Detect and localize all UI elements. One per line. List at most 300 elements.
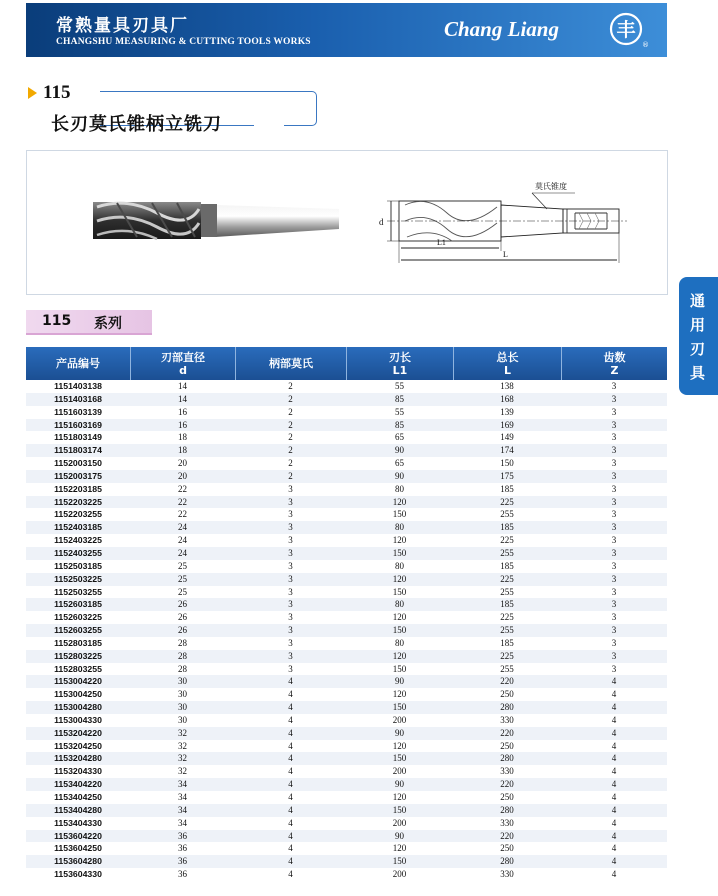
table-cell: 4: [288, 792, 293, 802]
table-cell: 330: [500, 817, 514, 828]
table-cell: 2: [288, 458, 293, 469]
table-cell: 55: [395, 381, 404, 391]
table-cell: 1153204330: [54, 766, 102, 777]
table-cell: 25: [178, 560, 187, 571]
table-cell: 3: [288, 599, 293, 610]
table-cell: 4: [288, 869, 293, 880]
table-cell: 2: [288, 393, 293, 404]
table-cell: 3: [611, 483, 617, 494]
table-cell: 250: [500, 792, 514, 802]
table-row: [26, 431, 667, 444]
table-cell: 3: [611, 470, 617, 481]
table-body: [26, 380, 667, 881]
header-overall-length: 总长 L: [453, 347, 561, 380]
table-cell: 14: [178, 393, 187, 404]
table-cell: 4: [611, 817, 617, 828]
table-cell: 1152403225: [54, 535, 102, 546]
table-cell: 3: [611, 612, 617, 623]
table-cell: 36: [178, 869, 187, 880]
table-row: [26, 470, 667, 483]
table-cell: 220: [500, 676, 514, 687]
table-cell: 3: [611, 573, 617, 584]
table-cell: 1153404250: [54, 792, 102, 802]
table-cell: 225: [500, 612, 514, 623]
table-cell: 250: [500, 740, 514, 751]
table-cell: 32: [178, 740, 187, 751]
table-cell: 1151803174: [54, 445, 102, 456]
table-row: [26, 817, 667, 830]
table-cell: 26: [178, 625, 187, 636]
table-cell: 4: [288, 714, 293, 725]
table-cell: 3: [288, 483, 293, 494]
table-cell: 1152603225: [54, 612, 102, 623]
table-cell: 175: [500, 470, 514, 481]
table-cell: 2: [288, 406, 293, 417]
table-cell: 4: [611, 830, 617, 841]
table-cell: 1152503255: [54, 586, 102, 597]
table-cell: 34: [178, 779, 187, 790]
table-cell: 90: [395, 830, 404, 841]
table-cell: 150: [392, 753, 407, 764]
series-label: 系列: [94, 316, 122, 332]
table-cell: 1151403138: [54, 381, 102, 391]
table-cell: 22: [178, 509, 187, 520]
table-cell: 30: [178, 689, 187, 700]
table-row: [26, 663, 667, 676]
table-cell: 34: [178, 817, 187, 828]
table-cell: 3: [288, 573, 293, 584]
dim-d-label: d: [379, 217, 384, 227]
header-flute-length: 刃长 L1: [346, 347, 453, 380]
table-cell: 30: [178, 676, 187, 687]
table-cell: 149: [500, 432, 514, 443]
table-cell: 36: [178, 856, 187, 867]
table-cell: 3: [611, 625, 617, 636]
table-cell: 1151603139: [54, 406, 102, 417]
table-cell: 4: [288, 676, 293, 687]
company-name-en: CHANGSHU MEASURING & CUTTING TOOLS WORKS: [56, 37, 311, 47]
table-cell: 174: [500, 445, 514, 456]
table-cell: 185: [500, 483, 514, 494]
table-cell: 4: [611, 676, 617, 687]
table-cell: 4: [288, 830, 293, 841]
table-cell: 255: [500, 547, 514, 558]
table-cell: 34: [178, 792, 187, 802]
table-cell: 138: [500, 381, 514, 391]
table-row: [26, 547, 667, 560]
table-cell: 36: [178, 843, 187, 854]
table-cell: 200: [392, 817, 407, 828]
table-cell: 250: [500, 843, 514, 854]
table-cell: 90: [395, 445, 404, 456]
table-cell: 3: [611, 547, 617, 558]
table-cell: 250: [500, 689, 514, 700]
table-cell: 30: [178, 702, 187, 713]
dim-l-label: L: [503, 250, 508, 259]
table-cell: 185: [500, 560, 514, 571]
table-cell: 3: [288, 496, 293, 507]
table-cell: 1152003150: [54, 458, 102, 469]
table-cell: 3: [611, 496, 617, 507]
table-row: [26, 624, 667, 637]
table-cell: 120: [392, 740, 407, 751]
table-row: [26, 740, 667, 753]
company-name-cn: 常熟量具刃具厂: [56, 16, 189, 36]
table-cell: 65: [395, 432, 404, 443]
table-cell: 4: [288, 817, 293, 828]
table-cell: 1153604330: [54, 869, 102, 880]
table-cell: 150: [392, 856, 407, 867]
product-number: 115: [43, 82, 71, 103]
table-cell: 90: [395, 779, 404, 790]
series-tag: [26, 310, 152, 335]
table-cell: 24: [178, 547, 187, 558]
table-cell: 280: [500, 856, 514, 867]
table-cell: 1152403185: [54, 522, 102, 533]
table-cell: 55: [395, 406, 404, 417]
side-tab-char: 用: [690, 316, 706, 334]
table-cell: 3: [288, 535, 293, 546]
table-cell: 150: [392, 625, 407, 636]
header-morse-taper: 柄部莫氏: [235, 347, 346, 380]
table-cell: 80: [395, 637, 404, 648]
table-cell: 2: [288, 419, 293, 430]
table-cell: 18: [178, 432, 187, 443]
side-tab-char: 通: [690, 292, 706, 310]
table-cell: 4: [611, 714, 617, 725]
table-cell: 1153204280: [54, 753, 102, 764]
table-cell: 28: [178, 650, 187, 661]
table-cell: 22: [178, 483, 187, 494]
table-cell: 200: [392, 766, 407, 777]
table-cell: 3: [611, 637, 617, 648]
table-cell: 220: [500, 727, 514, 738]
table-cell: 1152803185: [54, 637, 102, 648]
table-cell: 4: [611, 779, 617, 790]
table-cell: 120: [392, 535, 407, 546]
table-cell: 185: [500, 599, 514, 610]
table-cell: 4: [611, 869, 617, 880]
table-cell: 3: [611, 560, 617, 571]
table-cell: 85: [395, 393, 404, 404]
table-row: [26, 496, 667, 509]
table-cell: 80: [395, 599, 404, 610]
table-cell: 120: [392, 573, 407, 584]
table-cell: 3: [288, 650, 293, 661]
table-cell: 18: [178, 445, 187, 456]
table-cell: 25: [178, 573, 187, 584]
table-cell: 3: [288, 522, 293, 533]
table-cell: 24: [178, 535, 187, 546]
table-cell: 3: [611, 509, 617, 520]
table-cell: 150: [392, 509, 407, 520]
table-cell: 120: [392, 689, 407, 700]
header-band: [26, 3, 667, 57]
table-cell: 255: [500, 663, 514, 674]
table-row: [26, 804, 667, 817]
table-cell: 255: [500, 509, 514, 520]
table-row: [26, 586, 667, 599]
table-cell: 80: [395, 522, 404, 533]
table-cell: 1152803255: [54, 663, 102, 674]
table-cell: 139: [500, 406, 514, 417]
table-cell: 4: [611, 856, 617, 867]
table-cell: 1153604220: [54, 830, 102, 841]
table-cell: 20: [178, 458, 187, 469]
table-cell: 4: [611, 766, 617, 777]
table-cell: 150: [392, 804, 407, 815]
table-cell: 22: [178, 496, 187, 507]
table-row: [26, 752, 667, 765]
table-cell: 85: [395, 419, 404, 430]
table-cell: 24: [178, 522, 187, 533]
table-cell: 4: [288, 702, 293, 713]
table-cell: 168: [500, 393, 514, 404]
table-row: [26, 650, 667, 663]
table-row: [26, 573, 667, 586]
table-cell: 3: [611, 419, 617, 430]
table-cell: 1152603255: [54, 625, 102, 636]
registered-mark: ®: [642, 41, 649, 49]
table-row: [26, 406, 667, 419]
header-product-code: 产品编号: [56, 357, 100, 370]
table-cell: 280: [500, 702, 514, 713]
table-cell: 200: [392, 714, 407, 725]
table-cell: 34: [178, 804, 187, 815]
table-cell: 1153404220: [54, 779, 102, 790]
table-cell: 28: [178, 637, 187, 648]
product-drawing: [27, 151, 667, 294]
table-row: [26, 611, 667, 624]
table-row: [26, 380, 667, 393]
title-marker: [28, 87, 37, 99]
table-cell: 80: [395, 483, 404, 494]
table-cell: 4: [611, 689, 617, 700]
table-cell: 32: [178, 766, 187, 777]
table-cell: 3: [288, 560, 293, 571]
table-cell: 4: [288, 779, 293, 790]
table-cell: 2: [288, 381, 293, 391]
dim-l1-label: L1: [437, 238, 446, 247]
table-cell: 150: [392, 702, 407, 713]
table-cell: 1152403255: [54, 547, 102, 558]
table-cell: 4: [288, 856, 293, 867]
table-cell: 1153004280: [54, 702, 102, 713]
table-cell: 4: [611, 753, 617, 764]
table-cell: 225: [500, 496, 514, 507]
table-cell: 1153004220: [54, 676, 102, 687]
table-cell: 1152203255: [54, 509, 102, 520]
specification-table: [26, 347, 667, 881]
table-cell: 26: [178, 599, 187, 610]
table-cell: 3: [288, 586, 293, 597]
table-row: [26, 483, 667, 496]
table-row: [26, 778, 667, 791]
table-cell: 4: [288, 843, 293, 854]
table-cell: 20: [178, 470, 187, 481]
table-cell: 32: [178, 753, 187, 764]
table-cell: 120: [392, 496, 407, 507]
table-row: [26, 868, 667, 881]
table-cell: 280: [500, 804, 514, 815]
table-cell: 3: [288, 547, 293, 558]
table-cell: 3: [611, 586, 617, 597]
table-cell: 1151603169: [54, 419, 102, 430]
table-cell: 255: [500, 625, 514, 636]
table-cell: 3: [611, 445, 617, 456]
table-cell: 2: [288, 445, 293, 456]
table-cell: 4: [611, 843, 617, 854]
table-cell: 1152803225: [54, 650, 102, 661]
table-cell: 1153604280: [54, 856, 102, 867]
table-cell: 150: [392, 547, 407, 558]
table-cell: 36: [178, 830, 187, 841]
logo-glyph: 丰: [616, 19, 636, 41]
table-cell: 3: [611, 458, 617, 469]
table-cell: 3: [611, 599, 617, 610]
table-cell: 1153004250: [54, 689, 102, 700]
table-row: [26, 457, 667, 470]
table-cell: 4: [288, 753, 293, 764]
table-row: [26, 560, 667, 573]
table-cell: 150: [392, 663, 407, 674]
table-cell: 16: [178, 406, 187, 417]
table-cell: 1152003175: [54, 470, 102, 481]
table-cell: 3: [611, 406, 617, 417]
table-cell: 26: [178, 612, 187, 623]
brand-name: Chang Liang: [444, 17, 559, 41]
tool-photo: [93, 202, 339, 239]
table-cell: 3: [611, 522, 617, 533]
table-cell: 1151803149: [54, 432, 102, 443]
table-cell: 185: [500, 522, 514, 533]
table-row: [26, 444, 667, 457]
table-cell: 1153204220: [54, 727, 102, 738]
table-cell: 4: [611, 740, 617, 751]
table-cell: 1152503225: [54, 573, 102, 584]
table-row: [26, 830, 667, 843]
table-cell: 16: [178, 419, 187, 430]
table-row: [26, 534, 667, 547]
table-cell: 330: [500, 869, 514, 880]
table-cell: 1153204250: [54, 740, 102, 751]
table-cell: 330: [500, 714, 514, 725]
table-cell: 225: [500, 535, 514, 546]
product-drawing-panel: [26, 150, 668, 295]
table-cell: 2: [288, 470, 293, 481]
table-cell: 30: [178, 714, 187, 725]
table-cell: 2: [288, 432, 293, 443]
table-row: [26, 688, 667, 701]
table-row: [26, 637, 667, 650]
table-cell: 4: [288, 766, 293, 777]
table-cell: 1153604250: [54, 843, 102, 854]
table-cell: 220: [500, 779, 514, 790]
table-row: [26, 765, 667, 778]
table-row: [26, 701, 667, 714]
table-row: [26, 842, 667, 855]
side-category-tab[interactable]: [679, 277, 718, 395]
table-cell: 4: [288, 727, 293, 738]
side-tab-char: 刃: [690, 340, 706, 358]
table-cell: 1151403168: [54, 393, 102, 404]
table-cell: 150: [392, 586, 407, 597]
table-row: [26, 393, 667, 406]
table-cell: 3: [611, 393, 617, 404]
table-cell: 1152203185: [54, 483, 102, 494]
table-cell: 225: [500, 650, 514, 661]
table-row: [26, 727, 667, 740]
table-cell: 14: [178, 381, 187, 391]
table-cell: 330: [500, 766, 514, 777]
taper-label: 莫氏锥度: [535, 182, 567, 191]
table-cell: 1152603185: [54, 599, 102, 610]
table-cell: 1153404280: [54, 804, 102, 815]
table-cell: 3: [288, 612, 293, 623]
table-cell: 4: [611, 792, 617, 802]
table-cell: 220: [500, 830, 514, 841]
table-cell: 3: [288, 509, 293, 520]
series-number: 115: [42, 313, 72, 329]
brand-logo-icon: [609, 12, 649, 49]
table-cell: 4: [288, 689, 293, 700]
table-cell: 3: [611, 535, 617, 546]
table-cell: 120: [392, 792, 407, 802]
header-teeth: 齿数 Z: [561, 347, 667, 380]
table-cell: 3: [611, 381, 617, 391]
table-cell: 1152203225: [54, 496, 102, 507]
table-cell: 120: [392, 843, 407, 854]
table-cell: 4: [288, 740, 293, 751]
table-cell: 90: [395, 727, 404, 738]
table-cell: 255: [500, 586, 514, 597]
table-cell: 200: [392, 869, 407, 880]
table-cell: 1153004330: [54, 714, 102, 725]
table-row: [26, 521, 667, 534]
table-cell: 28: [178, 663, 187, 674]
table-cell: 3: [611, 663, 617, 674]
table-cell: 1153404330: [54, 817, 102, 828]
table-cell: 120: [392, 650, 407, 661]
table-cell: 185: [500, 637, 514, 648]
table-row: [26, 791, 667, 804]
table-row: [26, 855, 667, 868]
header-diameter: 刃部直径 d: [130, 347, 235, 380]
table-cell: 4: [611, 727, 617, 738]
table-cell: 25: [178, 586, 187, 597]
table-cell: 65: [395, 458, 404, 469]
product-title: 长刃莫氏锥柄立铣刀: [51, 114, 222, 135]
table-row: [26, 419, 667, 432]
table-row: [26, 508, 667, 521]
table-cell: 169: [500, 419, 514, 430]
table-row: [26, 598, 667, 611]
side-tab-char: 具: [690, 364, 706, 382]
table-cell: 3: [288, 625, 293, 636]
table-row: [26, 675, 667, 688]
table-cell: 3: [611, 650, 617, 661]
table-cell: 4: [611, 804, 617, 815]
table-cell: 3: [611, 432, 617, 443]
table-cell: 90: [395, 676, 404, 687]
table-cell: 225: [500, 573, 514, 584]
table-cell: 1152503185: [54, 560, 102, 571]
table-cell: 3: [288, 663, 293, 674]
table-cell: 280: [500, 753, 514, 764]
table-cell: 150: [500, 458, 514, 469]
table-cell: 4: [288, 804, 293, 815]
table-header: [26, 347, 667, 380]
